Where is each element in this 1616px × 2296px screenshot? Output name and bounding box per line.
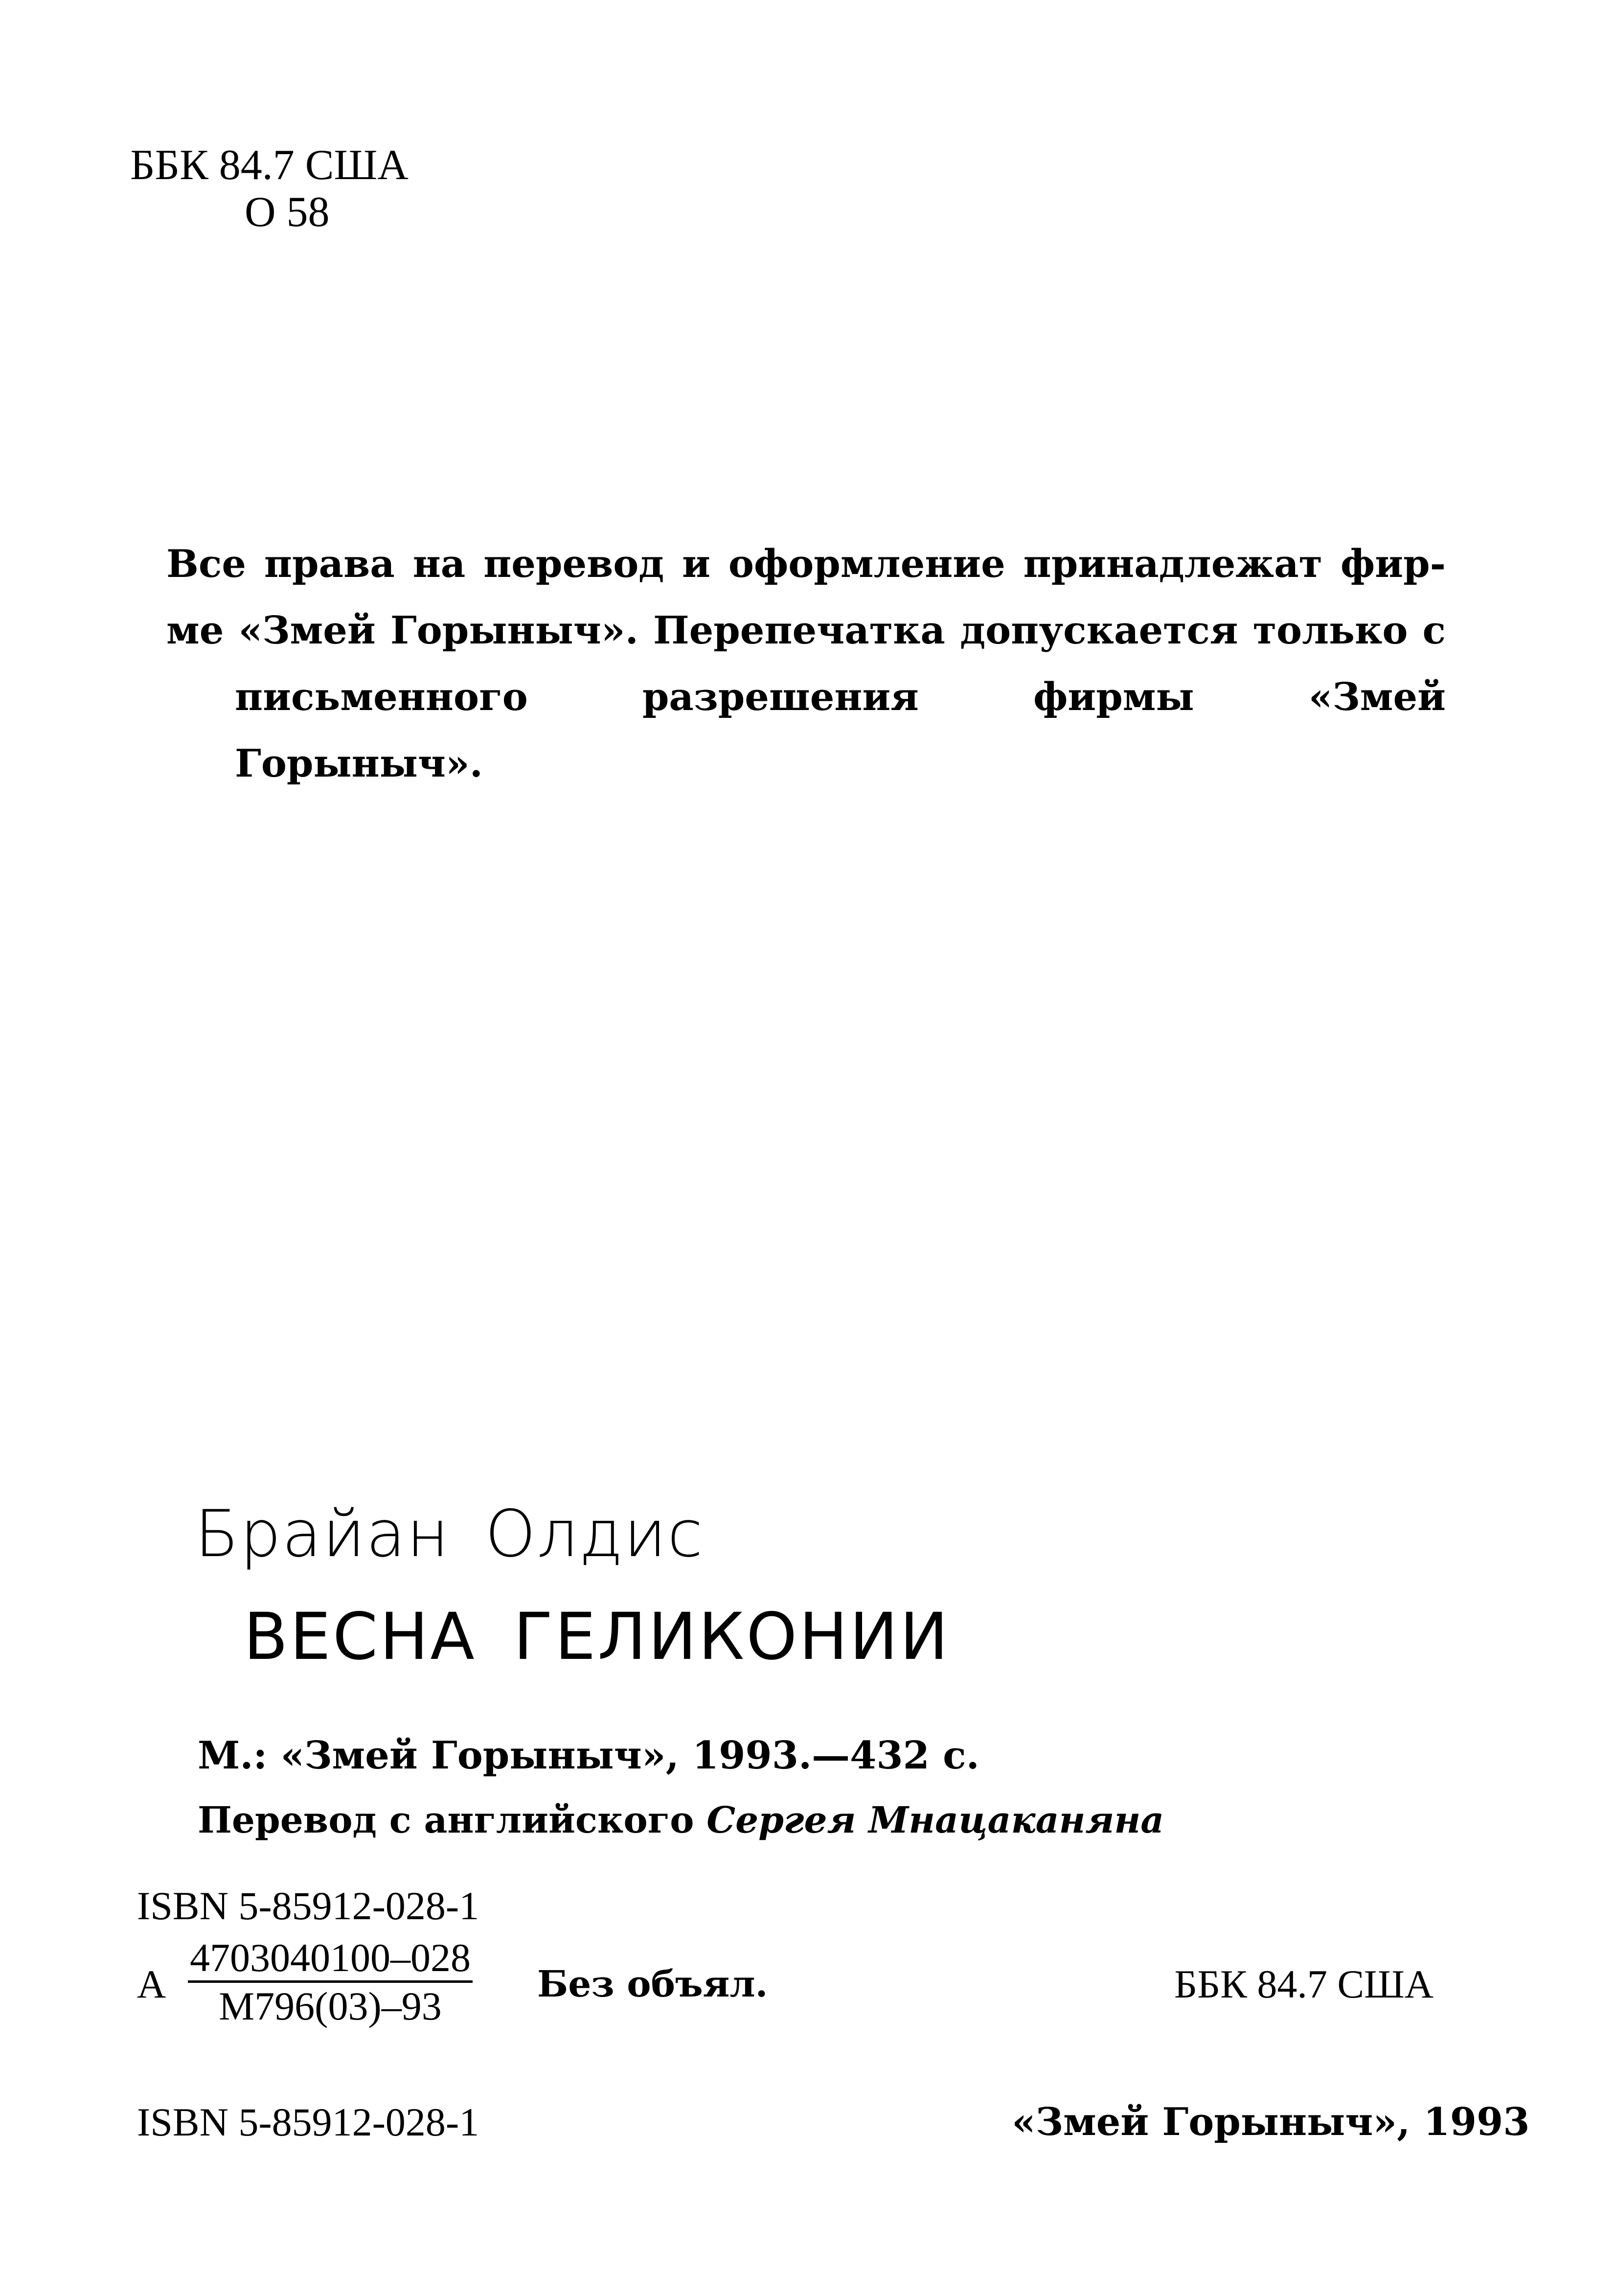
index-fraction [188,1935,473,2030]
author-mark: О 58 [245,188,330,236]
rights-line-1: Все права на перевод и оформление принадлежат фир- [166,542,1446,586]
isbn-bottom: ISBN 5-85912-028-1 [137,2100,479,2144]
translation-prefix: Перевод с английского [198,1799,694,1841]
bbk-code: ББК 84.7 США [130,141,409,189]
bbk-bottom: ББК 84.7 США [1174,1962,1434,2006]
rights-line-3: письменного разрешения фирмы «Змей Горыныч». [235,675,1446,786]
rights-notice [166,531,1446,797]
index-denominator: М796(03)–93 [219,1984,442,2028]
publication-info: М.: «Змей Горыныч», 1993.—432 с. [198,1733,979,1778]
translator-name: Сергея Мнацаканяна [706,1799,1164,1841]
copyright-notice: «Змей Горыныч», 1993 [1012,2100,1530,2144]
book-author: Брайан Олдис [195,1496,704,1572]
translator-line [198,1791,1164,1850]
isbn-top: ISBN 5-85912-028-1 [137,1883,479,1928]
rights-line-2: ме «Змей Горыныч». Перепечатка допускается только с [166,608,1446,653]
book-title: ВЕСНА ГЕЛИКОНИИ [244,1599,950,1675]
index-letter: А [137,1962,166,2006]
no-announcement: Без объял. [537,1963,768,2005]
index-numerator: 4703040100–028 [188,1935,473,1983]
classification-block [130,142,409,236]
